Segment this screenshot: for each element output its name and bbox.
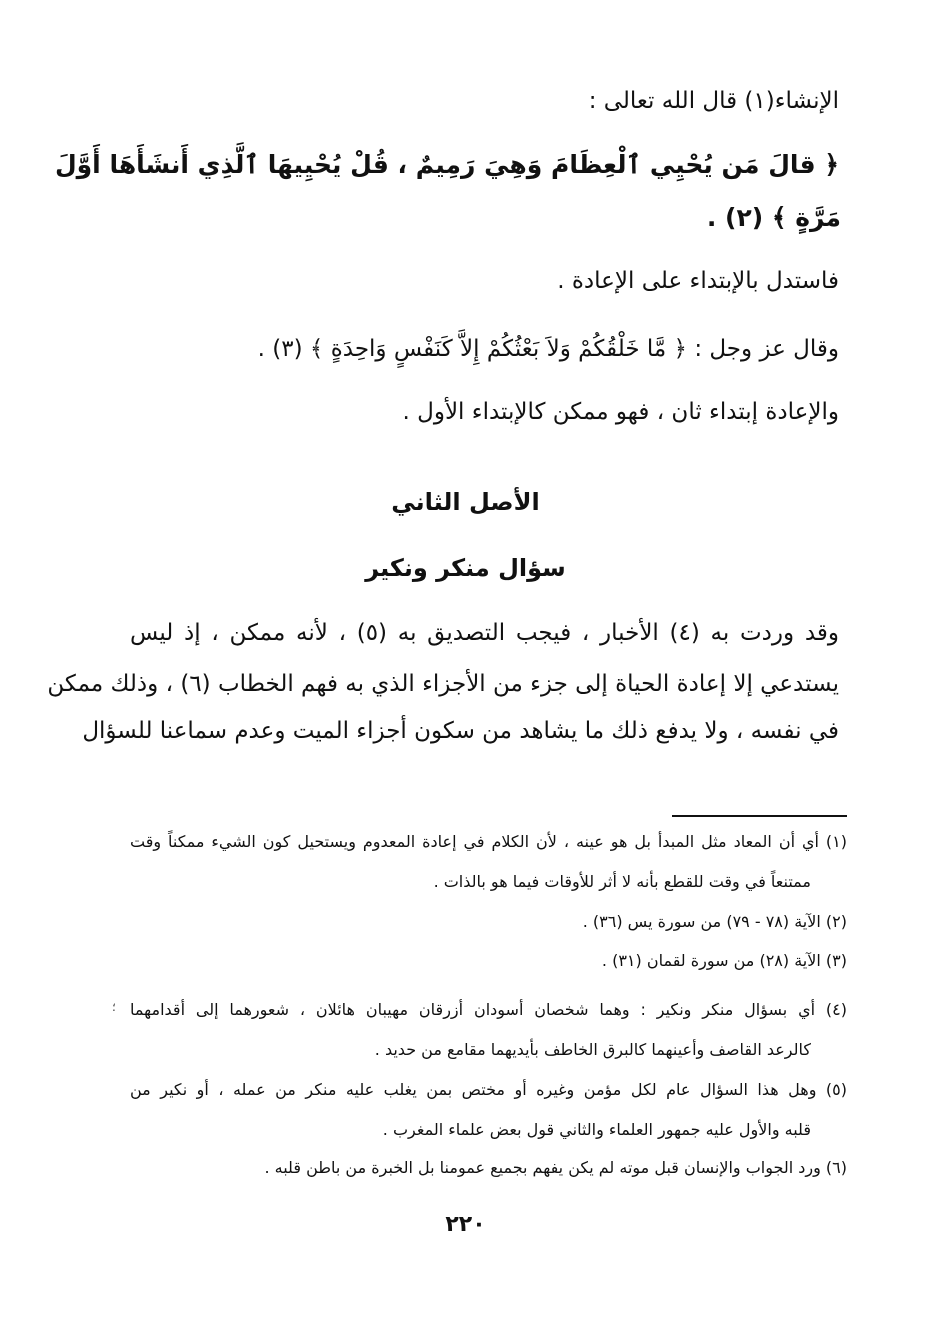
footnote-1-line-2: ممتنعاً في وقت للقطع بأنه لا أثر للأوقات فيما هو بالذات .: [433, 872, 811, 891]
quran-verse-line-1: ﴿ قالَ مَن يُحْيِي ٱلْعِظَامَ وَهِيَ رَمِيمٌ ، قُلْ يُحْيِيهَا ٱلَّذِي أَنشَأَهَا أَوَّلَ: [54, 150, 839, 179]
section-heading: الأصل الثاني: [391, 488, 540, 516]
footnote-4-line-2: كالرعد القاصف وأعينهما كالبرق الخاطف بأيديهما مقامع من حديد .: [374, 1040, 811, 1059]
conclusion-line: والإعادة إبتداء ثان ، فهو ممكن كالإبتداء الأول .: [402, 399, 839, 425]
intro-line: الإنشاء(١) قال الله تعالى :: [588, 88, 839, 114]
section-subheading: سؤال منكر ونكير: [365, 554, 566, 582]
footnote-6: (٦) ورد الجواب والإنسان قبل موته لم يكن يفهم بجميع عمومنا بل الخبرة من باطن قلبه .: [264, 1158, 847, 1177]
footnote-5-line-2: قلبه والأول عليه جمهور العلماء والثاني قول بعض علماء المغرب .: [382, 1120, 811, 1139]
footnote-5-line-1: (٥) وهل هذا السؤال عام لكل مؤمن وغيره أو مختص بمن يغلب عليه منكر من عمله ، أو نكير من: [130, 1080, 847, 1099]
page-number: ٢٢٠: [445, 1212, 486, 1237]
footnote-2: (٢) الآية (٧٨ - ٧٩) من سورة يس (٣٦) .: [582, 912, 847, 931]
inference-line: فاستدل بالإبتداء على الإعادة .: [557, 268, 839, 294]
paragraph-line-2: يستدعي إلا إعادة الحياة إلى جزء من الأجزاء الذي به فهم الخطاب (٦) ، وذلك ممكن: [47, 671, 839, 697]
footnote-4-line-1: (٤) أي بسؤال منكر ونكير : وهما شخصان أسودان أزرقان مهيبان هائلان ، شعورهما إلى أقدامهما: [130, 1000, 847, 1019]
paragraph-line-1: وقد وردت به (٤) الأخبار ، فيجب التصديق به (٥) ، لأنه ممكن ، إذ ليس: [130, 620, 840, 646]
quran-verse-line-2: مَرَّةٍ ﴾ (٢) .: [706, 203, 841, 232]
quran-verse-line-3: وقال عز وجل : ﴿ مَّا خَلْقُكُمْ وَلاَ بَعْثُكُمْ إِلاَّ كَنَفْسٍ وَاحِدَةٍ ﴾ (٣) .: [257, 336, 839, 362]
footnote-divider: [672, 815, 847, 817]
footnote-3: (٣) الآية (٢٨) من سورة لقمان (٣١) .: [601, 951, 847, 970]
margin-mark: ؛: [112, 1000, 116, 1014]
footnote-1-line-1: (١) أي أن المعاد مثل المبدأ بل هو عينه ، لأن الكلام في إعادة المعدوم ويستحيل كون الشيء ممكناً وقت: [130, 832, 847, 851]
paragraph-line-3: في نفسه ، ولا يدفع ذلك ما يشاهد من سكون أجزاء الميت وعدم سماعنا للسؤال: [82, 718, 839, 744]
